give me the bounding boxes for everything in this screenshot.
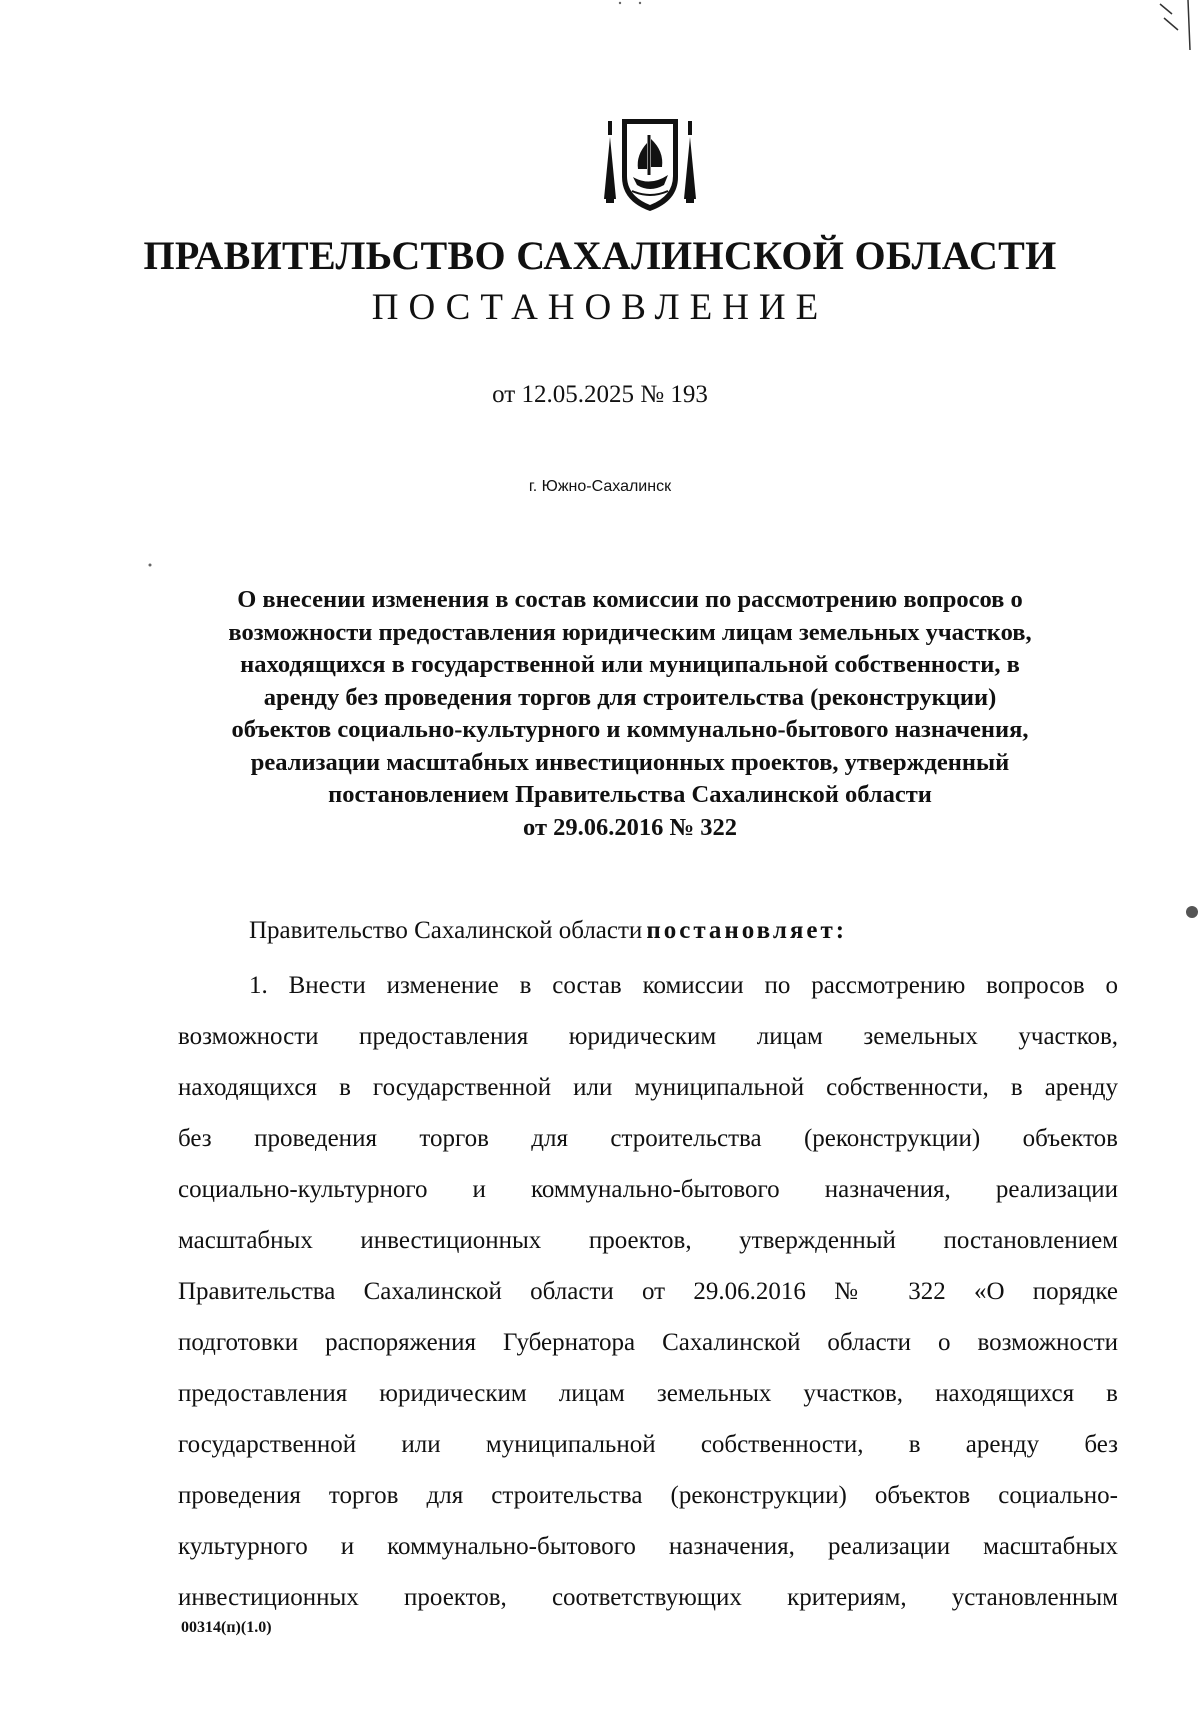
body-line: находящихся в государственной или муниципальной собственности, в аренду	[178, 1074, 1118, 1101]
subject-line: объектов социально-культурного и коммунально-бытового назначения,	[231, 716, 1029, 743]
government-title: ПРАВИТЕЛЬСТВО САХАЛИНСКОЙ ОБЛАСТИ	[143, 233, 1057, 278]
document-subject	[150, 584, 1110, 844]
body-line: без проведения торгов для строительства (реконструкции) объектов	[178, 1125, 1118, 1152]
subject-line: О внесении изменения в состав комиссии по рассмотрению вопросов о	[237, 586, 1023, 613]
sakhalin-coat-of-arms-icon	[602, 115, 698, 215]
body-paragraph	[178, 960, 1118, 1623]
subject-line: постановлением Правительства Сахалинской области	[328, 781, 932, 808]
decree-verb: постановляет:	[646, 917, 848, 944]
document-city: г. Южно-Сахалинск	[528, 478, 672, 495]
body-line: социально-культурного и коммунально-бытового назначения, реализации	[178, 1176, 1118, 1203]
document-type: ПОСТАНОВЛЕНИЕ	[371, 287, 829, 328]
form-code: 00314(п)(1.0)	[181, 1619, 272, 1636]
subject-line: аренду без проведения торгов для строительства (реконструкции)	[263, 683, 997, 711]
subject-line: реализации масштабных инвестиционных проектов, утвержденный	[250, 748, 1010, 776]
body-line: инвестиционных проектов, соответствующих критериям, установленным	[178, 1584, 1118, 1611]
decree-statement	[249, 914, 847, 948]
body-line: государственной или муниципальной собственности, в аренду без	[178, 1431, 1118, 1458]
body-line: масштабных инвестиционных проектов, утвержденный постановлением	[178, 1227, 1118, 1254]
subject-line: от 29.06.2016 № 322	[523, 813, 737, 841]
subject-line: находящихся в государственной или муниципальной собственности, в	[240, 651, 1020, 678]
body-line: проведения торгов для строительства (реконструкции) объектов социально-	[178, 1482, 1118, 1509]
body-line: предоставления юридическим лицам земельных участков, находящихся в	[178, 1380, 1118, 1407]
body-line: возможности предоставления юридическим лицам земельных участков,	[178, 1023, 1118, 1050]
document-date-number: от 12.05.2025 № 193	[492, 381, 708, 408]
body-line: Правительства Сахалинской области от 29.06.2016 № 322 «О порядке	[178, 1278, 1118, 1305]
body-line: подготовки распоряжения Губернатора Сахалинской области о возможности	[178, 1329, 1118, 1356]
decree-lead: Правительство Сахалинской области	[249, 917, 643, 944]
body-line: культурного и коммунально-бытового назначения, реализации масштабных	[178, 1533, 1118, 1560]
subject-line: возможности предоставления юридическим лицам земельных участков,	[228, 618, 1032, 646]
body-line: 1. Внести изменение в состав комиссии по рассмотрению вопросов о	[249, 972, 1118, 999]
